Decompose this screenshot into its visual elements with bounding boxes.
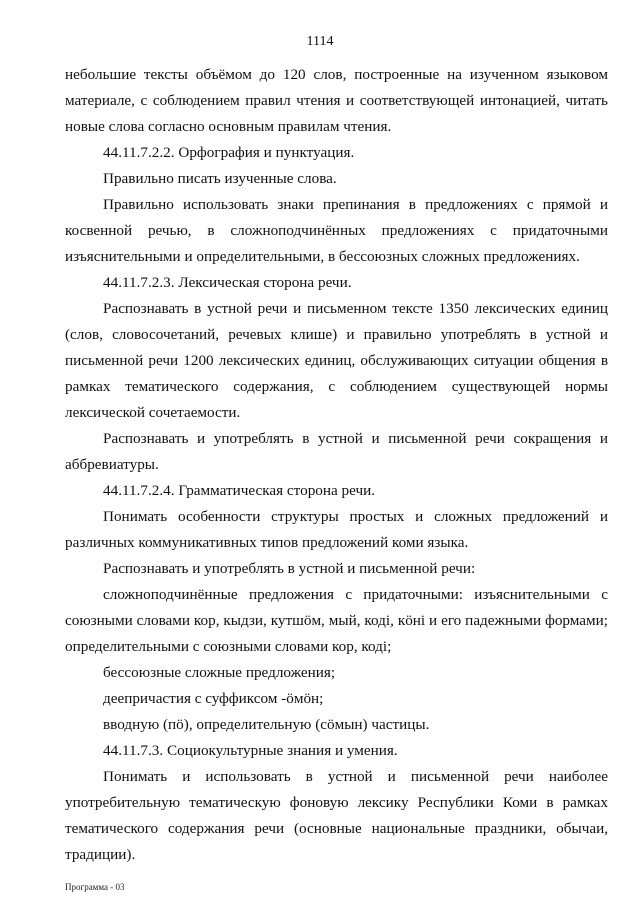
paragraph: Понимать особенности структуры простых и сложных предложений и различных коммуникативных типов предложений коми языка. [65,508,608,551]
paragraph: Распознавать в устной речи и письменном тексте 1350 лексических единиц (слов, словосочетаний, речевых клише) и правильно употреблять в устной и письменной речи 1200 лексических единиц, обслуживающих ситуации общения в рамках тематического содержания, с соблюдением существующей нормы лексической сочетаемости. [65,300,608,421]
paragraph: Понимать и использовать в устной и письменной речи наиболее употребительную тематическую фоновую лексику Республики Коми в рамках тематического содержания речи (основные национальные праздники, обычаи, традиции). [65,768,608,863]
body-text [65,62,608,868]
paragraph: Распознавать и употреблять в устной и письменной речи: [103,560,476,577]
list-item: вводную (пö), определительную (сöмын) частицы. [103,716,430,733]
list-item: бессоюзные сложные предложения; [103,664,336,681]
paragraph: Правильно писать изученные слова. [103,170,337,187]
paragraph-continuation: небольшие тексты объёмом до 120 слов, построенные на изученном языковом материале, с соблюдением правил чтения и соответствующей интонацией, читать новые слова согласно основным правилам чтения. [65,66,608,135]
footer-label: Программа - 03 [65,882,125,892]
section-heading: 44.11.7.2.3. Лексическая сторона речи. [103,274,352,291]
paragraph: Правильно использовать знаки препинания в предложениях с прямой и косвенной речью, в сложноподчинённых предложениях с придаточными изъяснительными и определительными, в бессоюзных сложных предложениях. [65,196,608,265]
section-heading: 44.11.7.2.2. Орфография и пунктуация. [103,144,355,161]
list-item: деепричастия с суффиксом -öмöн; [103,690,324,707]
paragraph: Распознавать и употреблять в устной и письменной речи сокращения и аббревиатуры. [65,430,608,473]
section-heading: 44.11.7.2.4. Грамматическая сторона речи. [103,482,376,499]
list-item: сложноподчинённые предложения с придаточными: изъяснительными с союзными словами кор, кыдзи, кутшöм, мый, кодi, кöнi и его падежными формами; определительными с союзными словами кор, кодi; [65,586,608,655]
section-heading: 44.11.7.3. Социокультурные знания и умения. [103,742,398,759]
page-number: 1114 [306,34,334,49]
